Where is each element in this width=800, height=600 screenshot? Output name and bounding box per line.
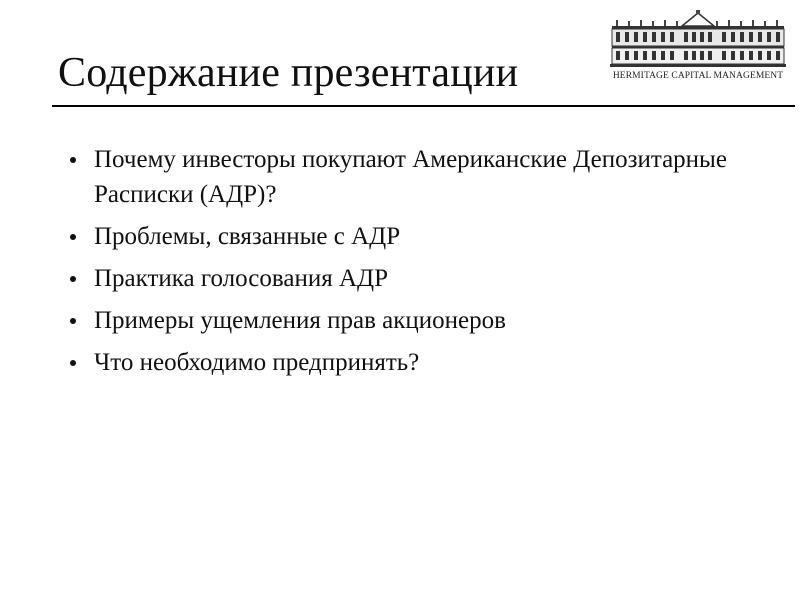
bullet-text: Почему инвесторы покупают Американские Депозитарные Расписки (АДР)?	[94, 146, 727, 208]
logo-caption: HERMITAGE CAPITAL MANAGEMENT	[612, 71, 784, 81]
bullet-icon	[70, 360, 76, 366]
bullet-text: Практика голосования АДР	[94, 265, 388, 292]
bullet-icon	[70, 157, 76, 163]
list-item	[68, 219, 768, 254]
title-underline	[52, 105, 795, 107]
list-item	[68, 345, 768, 380]
bullet-text: Что необходимо предпринять?	[94, 349, 420, 376]
bullet-text: Примеры ущемления прав акционеров	[94, 307, 506, 334]
bullet-icon	[70, 276, 76, 282]
bullet-icon	[70, 318, 76, 324]
slide-title: Содержание презентации	[58, 50, 519, 96]
bullet-text: Проблемы, связанные с АДР	[94, 223, 401, 250]
company-logo	[602, 10, 794, 88]
list-item	[68, 261, 768, 296]
bullet-list	[68, 142, 768, 387]
bullet-icon	[70, 234, 76, 240]
list-item	[68, 142, 768, 212]
list-item	[68, 303, 768, 338]
building-icon	[610, 10, 786, 68]
